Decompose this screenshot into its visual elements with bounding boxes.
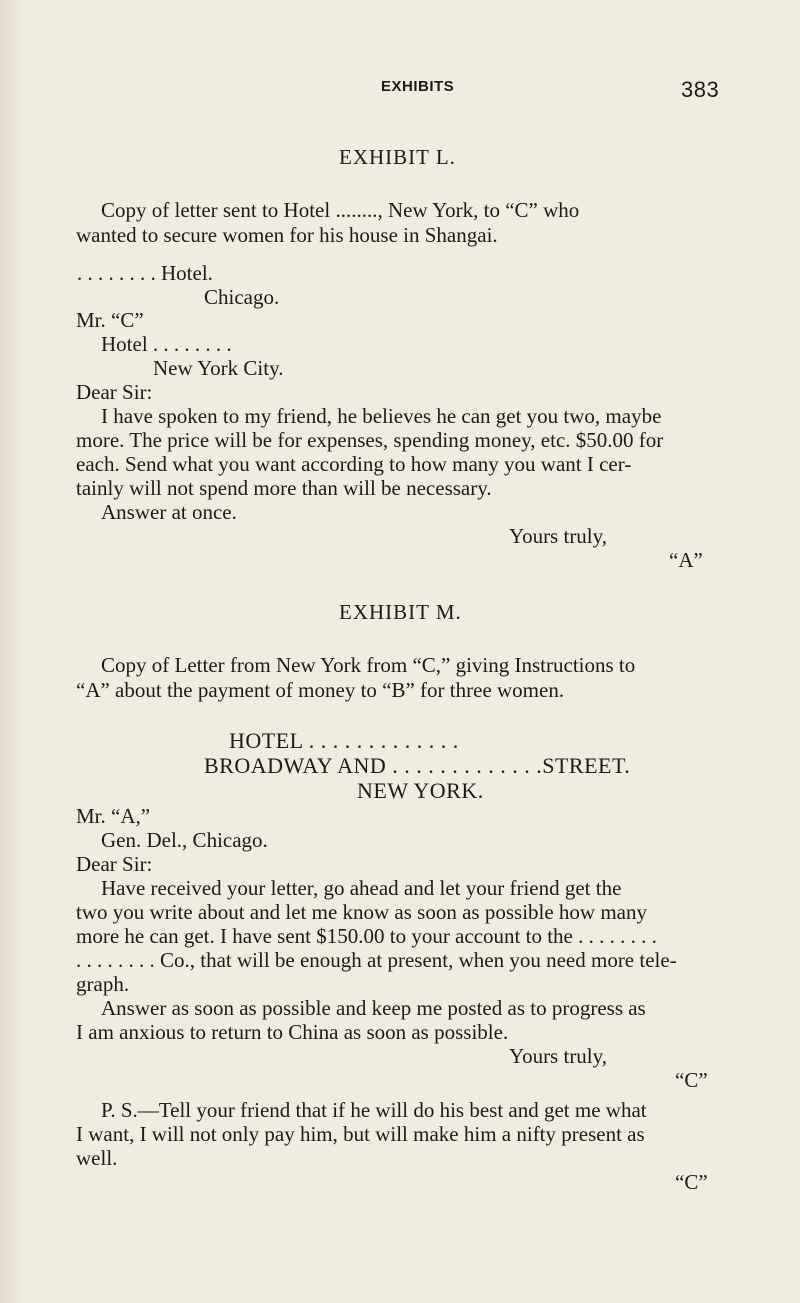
letter-m-signature: “C” [675, 1068, 708, 1092]
letter-m-address-line: Gen. Del., Chicago. [101, 828, 268, 852]
letter-l-address-line: Hotel . . . . . . . . [101, 332, 232, 356]
exhibit-m-caption-line: “A” about the payment of money to “B” for three women. [76, 678, 565, 702]
letter-l-address-line: Mr. “C” [76, 308, 144, 332]
letter-l-body-line: I have spoken to my friend, he believes he can get you two, maybe [101, 404, 662, 428]
letter-m-postscript-line: P. S.—Tell your friend that if he will do his best and get me what [101, 1098, 647, 1122]
letter-l-closing: Yours truly, [509, 524, 608, 548]
letter-m-heading-line: HOTEL . . . . . . . . . . . . . [229, 728, 459, 753]
running-title: EXHIBITS [381, 78, 455, 95]
letter-m-address-line: Mr. “A,” [76, 804, 151, 828]
letter-l-address-line: New York City. [153, 356, 284, 380]
letter-m-body-line: . . . . . . . . Co., that will be enough at present, when you need more tele- [76, 948, 677, 972]
letter-m-postscript-signature: “C” [675, 1170, 708, 1194]
letter-l-body-line: tainly will not spend more than will be necessary. [76, 476, 492, 500]
exhibit-m-title: EXHIBIT M. [339, 600, 462, 624]
letter-m-body-line: graph. [76, 972, 130, 996]
page-binding-shadow [0, 0, 26, 1303]
letter-m-postscript-line: I want, I will not only pay him, but will make him a nifty present as [76, 1122, 645, 1146]
letter-m-body-line: I am anxious to return to China as soon as possible. [76, 1020, 509, 1044]
letter-l-salutation: Dear Sir: [76, 380, 153, 404]
letter-m-body-line: Answer as soon as possible and keep me posted as to progress as [101, 996, 646, 1020]
letter-l-heading-line: . . . . . . . . Hotel. [77, 261, 213, 285]
letter-m-heading-line: NEW YORK. [357, 778, 484, 803]
letter-l-body-line: Answer at once. [101, 500, 237, 524]
exhibit-l-caption-line: wanted to secure women for his house in Shangai. [76, 223, 498, 247]
letter-m-postscript-line: well. [76, 1146, 118, 1170]
letter-l-heading-line: Chicago. [204, 285, 280, 309]
letter-m-body-line: more he can get. I have sent $150.00 to your account to the . . . . . . . . [76, 924, 657, 948]
letter-m-body-line: two you write about and let me know as soon as possible how many [76, 900, 647, 924]
exhibit-l-caption-line: Copy of letter sent to Hotel ........, New York, to “C” who [101, 198, 580, 222]
letter-l-signature: “A” [669, 548, 703, 572]
letter-m-body-line: Have received your letter, go ahead and let your friend get the [101, 876, 622, 900]
letter-m-salutation: Dear Sir: [76, 852, 153, 876]
page-number: 383 [681, 77, 720, 102]
letter-l-body-line: more. The price will be for expenses, spending money, etc. $50.00 for [76, 428, 664, 452]
letter-m-closing: Yours truly, [509, 1044, 608, 1068]
letter-m-heading-line: BROADWAY AND . . . . . . . . . . . . .STREET. [204, 753, 631, 778]
exhibit-l-title: EXHIBIT L. [339, 145, 456, 169]
letter-l-body-line: each. Send what you want according to how many you want I cer- [76, 452, 632, 476]
exhibit-m-caption-line: Copy of Letter from New York from “C,” giving Instructions to [101, 653, 636, 677]
